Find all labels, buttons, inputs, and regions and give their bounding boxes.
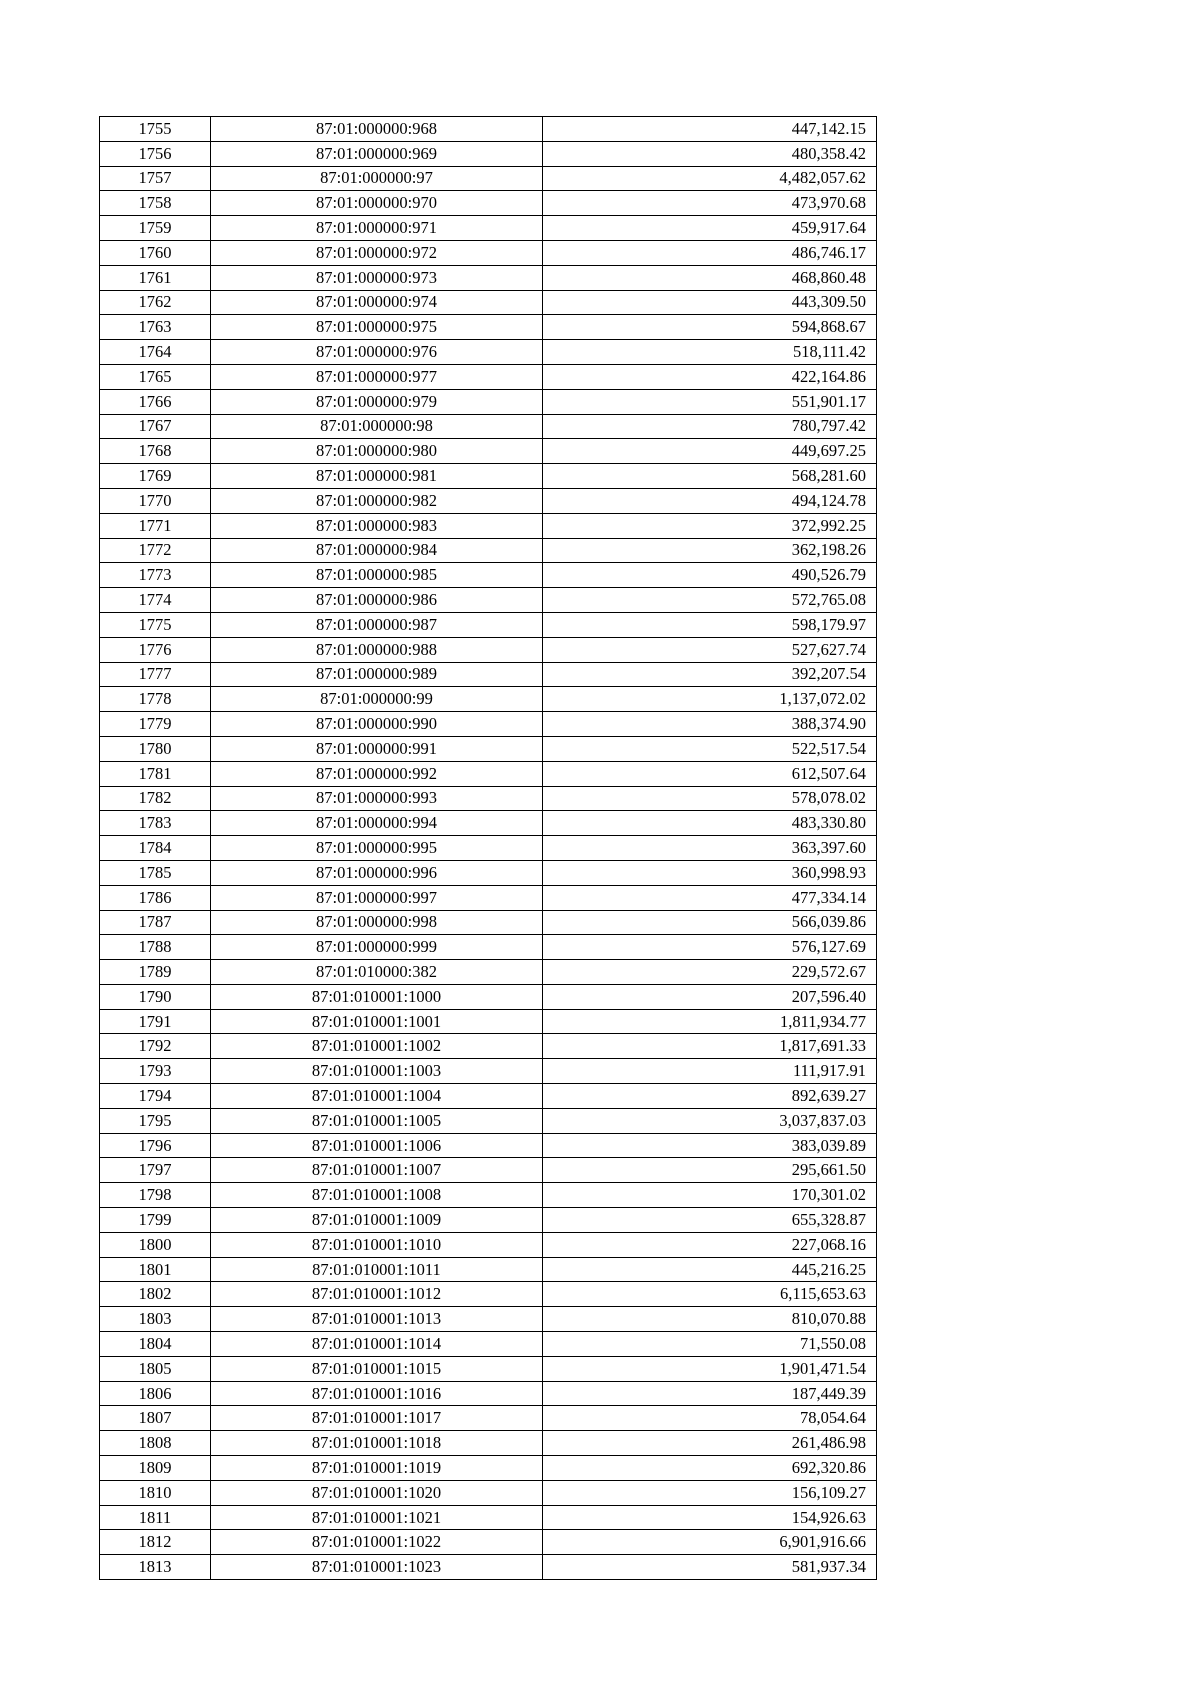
- table-row: [100, 935, 877, 960]
- table-row: [100, 1208, 877, 1233]
- table-row: [100, 1183, 877, 1208]
- table-row: [100, 1555, 877, 1580]
- cadastral-number-cell: 87:01:010001:1000: [211, 984, 543, 1009]
- cadastral-number-cell: 87:01:000000:973: [211, 265, 543, 290]
- row-number-cell: 1769: [100, 464, 211, 489]
- cadastral-number-cell: 87:01:000000:996: [211, 860, 543, 885]
- cadastral-number-cell: 87:01:010001:1019: [211, 1456, 543, 1481]
- cadastral-number-cell: 87:01:000000:969: [211, 141, 543, 166]
- table-row: [100, 389, 877, 414]
- cadastral-value-cell: 518,111.42: [543, 340, 877, 365]
- table-row: [100, 662, 877, 687]
- table-row: [100, 191, 877, 216]
- row-number-cell: 1793: [100, 1059, 211, 1084]
- cadastral-number-cell: 87:01:000000:979: [211, 389, 543, 414]
- row-number-cell: 1760: [100, 240, 211, 265]
- row-number-cell: 1803: [100, 1307, 211, 1332]
- table-row: [100, 1381, 877, 1406]
- cadastral-value-cell: 494,124.78: [543, 488, 877, 513]
- cadastral-value-cell: 449,697.25: [543, 439, 877, 464]
- table-row: [100, 265, 877, 290]
- table-row: [100, 1059, 877, 1084]
- cadastral-value-cell: 156,109.27: [543, 1480, 877, 1505]
- table-row: [100, 836, 877, 861]
- row-number-cell: 1779: [100, 712, 211, 737]
- row-number-cell: 1800: [100, 1232, 211, 1257]
- cadastral-value-cell: 447,142.15: [543, 117, 877, 142]
- table-row: [100, 563, 877, 588]
- row-number-cell: 1766: [100, 389, 211, 414]
- cadastral-value-cell: 477,334.14: [543, 885, 877, 910]
- cadastral-number-cell: 87:01:010001:1017: [211, 1406, 543, 1431]
- cadastral-value-cell: 363,397.60: [543, 836, 877, 861]
- cadastral-value-cell: 576,127.69: [543, 935, 877, 960]
- cadastral-number-cell: 87:01:000000:998: [211, 910, 543, 935]
- row-number-cell: 1774: [100, 588, 211, 613]
- row-number-cell: 1806: [100, 1381, 211, 1406]
- table-row: [100, 885, 877, 910]
- table-row: [100, 1282, 877, 1307]
- cadastral-value-cell: 71,550.08: [543, 1332, 877, 1357]
- cadastral-number-cell: 87:01:000000:974: [211, 290, 543, 315]
- cadastral-number-cell: 87:01:000000:986: [211, 588, 543, 613]
- table-row: [100, 166, 877, 191]
- table-row: [100, 712, 877, 737]
- cadastral-number-cell: 87:01:000000:972: [211, 240, 543, 265]
- cadastral-value-cell: 170,301.02: [543, 1183, 877, 1208]
- table-row: [100, 1108, 877, 1133]
- cadastral-value-cell: 572,765.08: [543, 588, 877, 613]
- row-number-cell: 1785: [100, 860, 211, 885]
- cadastral-value-cell: 6,115,653.63: [543, 1282, 877, 1307]
- table-row: [100, 910, 877, 935]
- cadastral-number-cell: 87:01:000000:991: [211, 736, 543, 761]
- cadastral-value-cell: 111,917.91: [543, 1059, 877, 1084]
- cadastral-value-cell: 490,526.79: [543, 563, 877, 588]
- table-row: [100, 761, 877, 786]
- cadastral-value-cell: 483,330.80: [543, 811, 877, 836]
- table-row: [100, 687, 877, 712]
- cadastral-value-cell: 473,970.68: [543, 191, 877, 216]
- cadastral-number-cell: 87:01:000000:968: [211, 117, 543, 142]
- table-row: [100, 1530, 877, 1555]
- table-row: [100, 736, 877, 761]
- table-row: [100, 1158, 877, 1183]
- cadastral-value-cell: 594,868.67: [543, 315, 877, 340]
- cadastral-number-cell: 87:01:010001:1018: [211, 1431, 543, 1456]
- table-row: [100, 117, 877, 142]
- cadastral-value-cell: 362,198.26: [543, 538, 877, 563]
- cadastral-value-cell: 527,627.74: [543, 637, 877, 662]
- row-number-cell: 1771: [100, 513, 211, 538]
- cadastral-value-cell: 261,486.98: [543, 1431, 877, 1456]
- cadastral-number-cell: 87:01:010001:1009: [211, 1208, 543, 1233]
- cadastral-number-cell: 87:01:010001:1006: [211, 1133, 543, 1158]
- cadastral-number-cell: 87:01:000000:988: [211, 637, 543, 662]
- row-number-cell: 1773: [100, 563, 211, 588]
- table-row: [100, 960, 877, 985]
- cadastral-number-cell: 87:01:000000:977: [211, 364, 543, 389]
- cadastral-number-cell: 87:01:000000:983: [211, 513, 543, 538]
- table-row: [100, 1133, 877, 1158]
- cadastral-number-cell: 87:01:010001:1003: [211, 1059, 543, 1084]
- table-row: [100, 240, 877, 265]
- row-number-cell: 1780: [100, 736, 211, 761]
- row-number-cell: 1784: [100, 836, 211, 861]
- cadastral-number-cell: 87:01:000000:993: [211, 786, 543, 811]
- row-number-cell: 1772: [100, 538, 211, 563]
- cadastral-number-cell: 87:01:000000:981: [211, 464, 543, 489]
- cadastral-number-cell: 87:01:000000:98: [211, 414, 543, 439]
- table-row: [100, 488, 877, 513]
- row-number-cell: 1756: [100, 141, 211, 166]
- table-row: [100, 315, 877, 340]
- table-row: [100, 612, 877, 637]
- row-number-cell: 1796: [100, 1133, 211, 1158]
- cadastral-number-cell: 87:01:010001:1015: [211, 1356, 543, 1381]
- cadastral-value-cell: 468,860.48: [543, 265, 877, 290]
- cadastral-value-cell: 227,068.16: [543, 1232, 877, 1257]
- cadastral-value-cell: 522,517.54: [543, 736, 877, 761]
- row-number-cell: 1795: [100, 1108, 211, 1133]
- cadastral-value-cell: 892,639.27: [543, 1084, 877, 1109]
- cadastral-number-cell: 87:01:010001:1012: [211, 1282, 543, 1307]
- row-number-cell: 1799: [100, 1208, 211, 1233]
- cadastral-value-cell: 655,328.87: [543, 1208, 877, 1233]
- cadastral-value-cell: 568,281.60: [543, 464, 877, 489]
- cadastral-value-cell: 1,811,934.77: [543, 1009, 877, 1034]
- cadastral-number-cell: 87:01:010001:1020: [211, 1480, 543, 1505]
- row-number-cell: 1777: [100, 662, 211, 687]
- cadastral-value-cell: 3,037,837.03: [543, 1108, 877, 1133]
- row-number-cell: 1792: [100, 1034, 211, 1059]
- cadastral-value-cell: 612,507.64: [543, 761, 877, 786]
- row-number-cell: 1790: [100, 984, 211, 1009]
- table-row: [100, 538, 877, 563]
- cadastral-value-cell: 459,917.64: [543, 216, 877, 241]
- table-row: [100, 637, 877, 662]
- row-number-cell: 1791: [100, 1009, 211, 1034]
- table-row: [100, 439, 877, 464]
- cadastral-value-cell: 598,179.97: [543, 612, 877, 637]
- cadastral-number-cell: 87:01:000000:985: [211, 563, 543, 588]
- cadastral-value-cell: 372,992.25: [543, 513, 877, 538]
- row-number-cell: 1782: [100, 786, 211, 811]
- cadastral-number-cell: 87:01:010001:1002: [211, 1034, 543, 1059]
- row-number-cell: 1813: [100, 1555, 211, 1580]
- cadastral-number-cell: 87:01:010001:1022: [211, 1530, 543, 1555]
- cadastral-value-cell: 78,054.64: [543, 1406, 877, 1431]
- row-number-cell: 1789: [100, 960, 211, 985]
- table-row: [100, 1456, 877, 1481]
- cadastral-number-cell: 87:01:000000:999: [211, 935, 543, 960]
- table-row: [100, 1307, 877, 1332]
- row-number-cell: 1808: [100, 1431, 211, 1456]
- cadastral-value-cell: 392,207.54: [543, 662, 877, 687]
- cadastral-value-cell: 480,358.42: [543, 141, 877, 166]
- table-row: [100, 588, 877, 613]
- table-row: [100, 860, 877, 885]
- table-row: [100, 1034, 877, 1059]
- row-number-cell: 1781: [100, 761, 211, 786]
- table-row: [100, 513, 877, 538]
- row-number-cell: 1768: [100, 439, 211, 464]
- cadastral-value-cell: 810,070.88: [543, 1307, 877, 1332]
- cadastral-number-cell: 87:01:010001:1005: [211, 1108, 543, 1133]
- row-number-cell: 1809: [100, 1456, 211, 1481]
- table-body: [100, 117, 877, 1580]
- table-row: [100, 1232, 877, 1257]
- cadastral-number-cell: 87:01:000000:997: [211, 885, 543, 910]
- cadastral-value-cell: 154,926.63: [543, 1505, 877, 1530]
- cadastral-value-cell: 295,661.50: [543, 1158, 877, 1183]
- row-number-cell: 1757: [100, 166, 211, 191]
- table-row: [100, 1505, 877, 1530]
- table-row: [100, 1480, 877, 1505]
- row-number-cell: 1761: [100, 265, 211, 290]
- row-number-cell: 1776: [100, 637, 211, 662]
- cadastral-number-cell: 87:01:010001:1008: [211, 1183, 543, 1208]
- row-number-cell: 1775: [100, 612, 211, 637]
- table-row: [100, 811, 877, 836]
- row-number-cell: 1786: [100, 885, 211, 910]
- cadastral-value-cell: 4,482,057.62: [543, 166, 877, 191]
- table-row: [100, 1431, 877, 1456]
- cadastral-number-cell: 87:01:000000:992: [211, 761, 543, 786]
- cadastral-number-cell: 87:01:000000:987: [211, 612, 543, 637]
- cadastral-number-cell: 87:01:010000:382: [211, 960, 543, 985]
- row-number-cell: 1762: [100, 290, 211, 315]
- table-row: [100, 1009, 877, 1034]
- row-number-cell: 1765: [100, 364, 211, 389]
- cadastral-number-cell: 87:01:000000:971: [211, 216, 543, 241]
- cadastral-number-cell: 87:01:010001:1016: [211, 1381, 543, 1406]
- cadastral-value-cell: 187,449.39: [543, 1381, 877, 1406]
- cadastral-number-cell: 87:01:000000:990: [211, 712, 543, 737]
- cadastral-value-cell: 578,078.02: [543, 786, 877, 811]
- cadastral-value-cell: 383,039.89: [543, 1133, 877, 1158]
- table-row: [100, 290, 877, 315]
- cadastral-number-cell: 87:01:000000:99: [211, 687, 543, 712]
- row-number-cell: 1759: [100, 216, 211, 241]
- cadastral-number-cell: 87:01:000000:989: [211, 662, 543, 687]
- row-number-cell: 1767: [100, 414, 211, 439]
- cadastral-number-cell: 87:01:000000:97: [211, 166, 543, 191]
- cadastral-value-cell: 551,901.17: [543, 389, 877, 414]
- row-number-cell: 1758: [100, 191, 211, 216]
- cadastral-value-cell: 422,164.86: [543, 364, 877, 389]
- cadastral-number-cell: 87:01:000000:970: [211, 191, 543, 216]
- cadastral-value-cell: 207,596.40: [543, 984, 877, 1009]
- table-row: [100, 1356, 877, 1381]
- cadastral-number-cell: 87:01:000000:976: [211, 340, 543, 365]
- row-number-cell: 1764: [100, 340, 211, 365]
- row-number-cell: 1770: [100, 488, 211, 513]
- cadastral-number-cell: 87:01:010001:1001: [211, 1009, 543, 1034]
- cadastral-number-cell: 87:01:010001:1013: [211, 1307, 543, 1332]
- cadastral-number-cell: 87:01:000000:975: [211, 315, 543, 340]
- table-row: [100, 984, 877, 1009]
- row-number-cell: 1811: [100, 1505, 211, 1530]
- cadastral-number-cell: 87:01:000000:994: [211, 811, 543, 836]
- cadastral-value-cell: 566,039.86: [543, 910, 877, 935]
- cadastral-value-cell: 486,746.17: [543, 240, 877, 265]
- cadastral-number-cell: 87:01:010001:1014: [211, 1332, 543, 1357]
- cadastral-number-cell: 87:01:000000:995: [211, 836, 543, 861]
- cadastral-value-cell: 780,797.42: [543, 414, 877, 439]
- row-number-cell: 1794: [100, 1084, 211, 1109]
- table-row: [100, 1332, 877, 1357]
- row-number-cell: 1788: [100, 935, 211, 960]
- row-number-cell: 1778: [100, 687, 211, 712]
- row-number-cell: 1805: [100, 1356, 211, 1381]
- table-row: [100, 340, 877, 365]
- cadastral-value-cell: 388,374.90: [543, 712, 877, 737]
- table-row: [100, 1084, 877, 1109]
- cadastral-value-cell: 229,572.67: [543, 960, 877, 985]
- row-number-cell: 1787: [100, 910, 211, 935]
- row-number-cell: 1804: [100, 1332, 211, 1357]
- cadastral-number-cell: 87:01:010001:1010: [211, 1232, 543, 1257]
- row-number-cell: 1807: [100, 1406, 211, 1431]
- row-number-cell: 1812: [100, 1530, 211, 1555]
- cadastral-number-cell: 87:01:010001:1004: [211, 1084, 543, 1109]
- row-number-cell: 1810: [100, 1480, 211, 1505]
- table-row: [100, 464, 877, 489]
- cadastral-value-cell: 692,320.86: [543, 1456, 877, 1481]
- cadastral-value-cell: 443,309.50: [543, 290, 877, 315]
- row-number-cell: 1797: [100, 1158, 211, 1183]
- cadastral-value-table: [99, 116, 877, 1580]
- cadastral-value-cell: 1,137,072.02: [543, 687, 877, 712]
- cadastral-value-cell: 581,937.34: [543, 1555, 877, 1580]
- table-row: [100, 786, 877, 811]
- row-number-cell: 1802: [100, 1282, 211, 1307]
- cadastral-number-cell: 87:01:010001:1007: [211, 1158, 543, 1183]
- table-row: [100, 364, 877, 389]
- table-row: [100, 141, 877, 166]
- cadastral-number-cell: 87:01:010001:1021: [211, 1505, 543, 1530]
- row-number-cell: 1801: [100, 1257, 211, 1282]
- cadastral-value-cell: 445,216.25: [543, 1257, 877, 1282]
- cadastral-number-cell: 87:01:010001:1023: [211, 1555, 543, 1580]
- table-row: [100, 216, 877, 241]
- cadastral-number-cell: 87:01:000000:980: [211, 439, 543, 464]
- row-number-cell: 1798: [100, 1183, 211, 1208]
- table-row: [100, 1406, 877, 1431]
- row-number-cell: 1755: [100, 117, 211, 142]
- table-row: [100, 1257, 877, 1282]
- cadastral-number-cell: 87:01:000000:982: [211, 488, 543, 513]
- row-number-cell: 1783: [100, 811, 211, 836]
- row-number-cell: 1763: [100, 315, 211, 340]
- cadastral-value-cell: 1,901,471.54: [543, 1356, 877, 1381]
- cadastral-number-cell: 87:01:010001:1011: [211, 1257, 543, 1282]
- cadastral-number-cell: 87:01:000000:984: [211, 538, 543, 563]
- cadastral-value-cell: 360,998.93: [543, 860, 877, 885]
- cadastral-value-cell: 1,817,691.33: [543, 1034, 877, 1059]
- table-row: [100, 414, 877, 439]
- cadastral-value-cell: 6,901,916.66: [543, 1530, 877, 1555]
